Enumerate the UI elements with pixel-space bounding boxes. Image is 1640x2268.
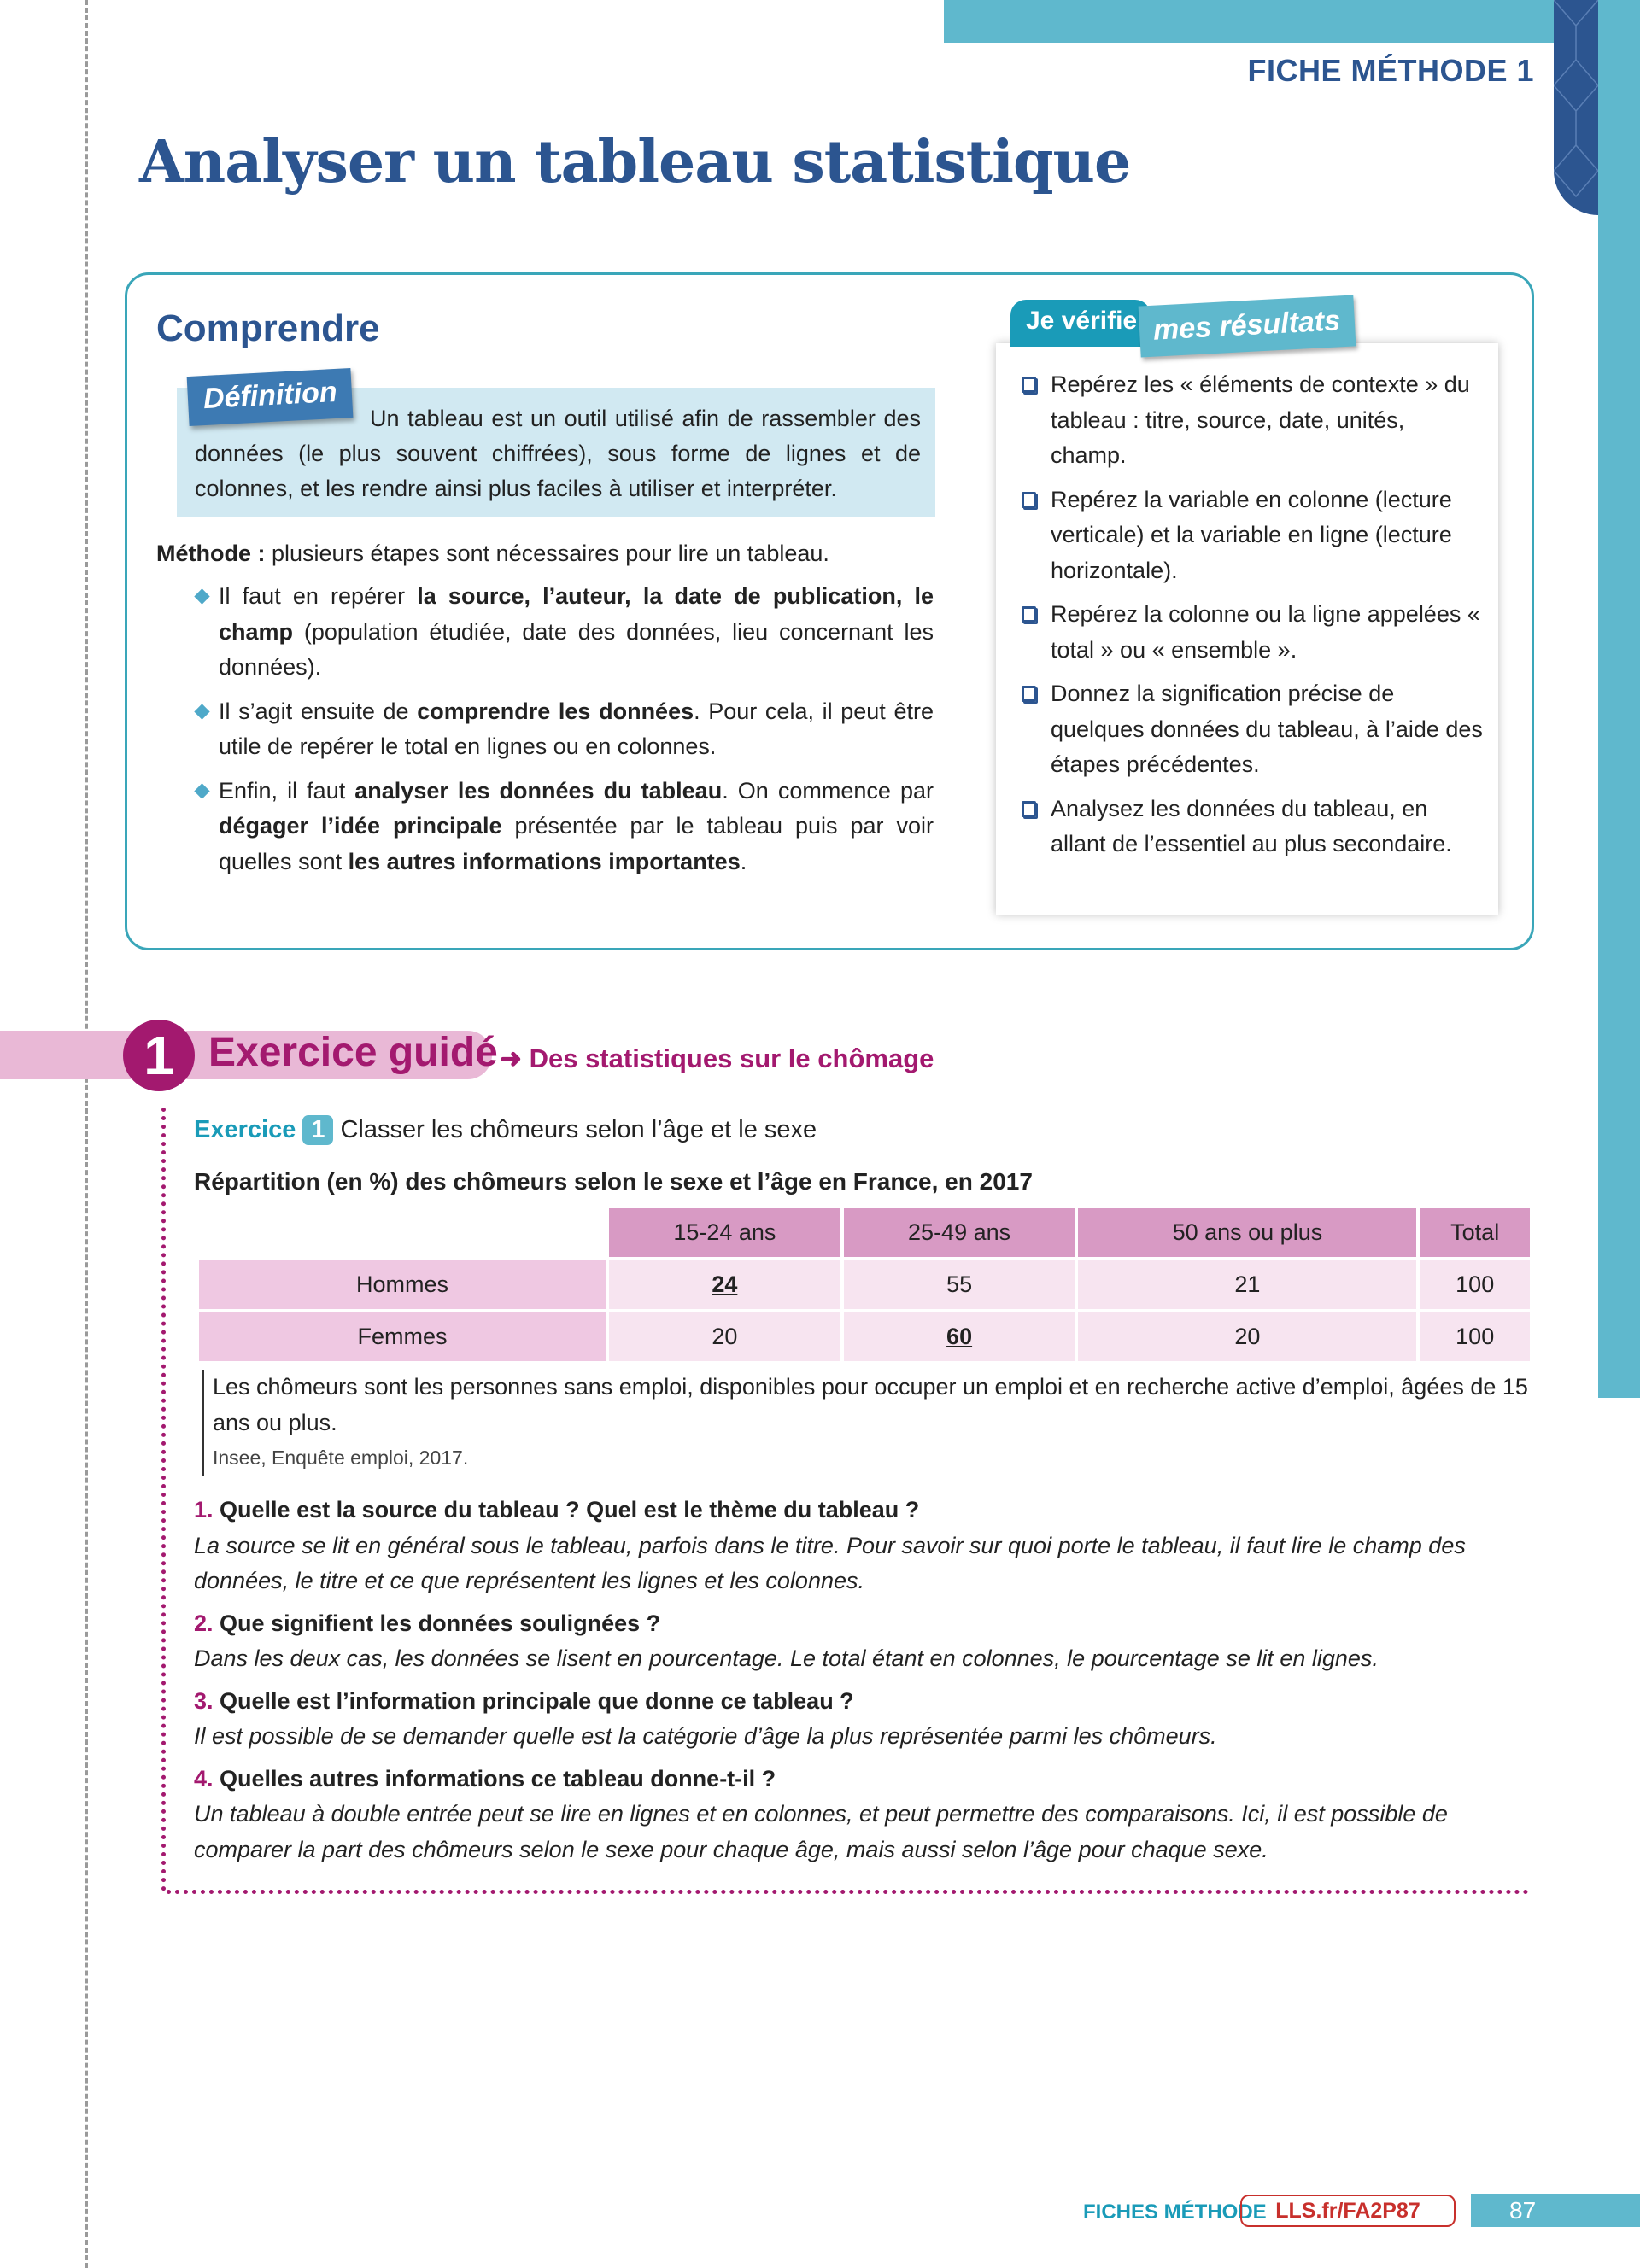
table-row	[199, 1312, 1530, 1361]
answer: Un tableau à double entrée peut se lire en lignes et en colonnes, et peut permettre des comparaisons. Ici, il est possible de comparer la part des chômeurs selon le sexe pour chaque âge, mais aussi selon l’âge pour chaque sexe.	[194, 1801, 1448, 1862]
table-cell: 24	[609, 1260, 840, 1309]
question: 2. Que signifient les données soulignées ?	[194, 1610, 661, 1636]
table-cell: 20	[1078, 1312, 1416, 1361]
methode-line	[156, 536, 829, 572]
text: Il s’agit ensuite de	[219, 698, 418, 724]
diamond-bullet-icon	[194, 588, 209, 604]
diamond-bullet-icon	[194, 783, 209, 798]
hexagon-pattern-decoration	[1554, 0, 1598, 215]
page-number: 87	[1471, 2194, 1640, 2227]
answer: La source se lit en général sous le tableau, parfois dans le titre. Pour savoir sur quoi porte le tableau, il faut lire le champ des données, le titre et ce que représentent les lignes et les colonnes.	[194, 1532, 1466, 1593]
exercise-subtitle: ➜ Des statistiques sur le chômage	[500, 1043, 934, 1073]
column-header: 15-24 ans	[609, 1208, 840, 1257]
question: 4. Quelles autres informations ce tableau donne-t-il ?	[194, 1765, 776, 1792]
bold-text: dégager l’idée principale	[219, 813, 502, 839]
text: .	[740, 848, 747, 874]
checkbox-icon[interactable]	[1022, 606, 1036, 623]
row-label: Hommes	[199, 1260, 606, 1309]
table-cell: 60	[844, 1312, 1075, 1361]
checkbox-icon[interactable]	[1022, 801, 1036, 817]
text: . Pour cela, il peut être utile de repérer le total en lignes ou en colonnes.	[219, 698, 934, 759]
diamond-bullet-icon	[194, 704, 209, 719]
header-band	[944, 0, 1554, 43]
text: plusieurs étapes sont nécessaires pour lire un tableau.	[265, 541, 829, 566]
bullet-item	[195, 694, 934, 765]
table-cell: 21	[1078, 1260, 1416, 1309]
margin-dashed-line	[85, 0, 88, 2268]
exercise-title: Exercice guidé	[208, 1030, 498, 1075]
bullet-item	[195, 579, 934, 686]
dotted-border	[161, 1108, 166, 1891]
stats-table	[196, 1205, 1533, 1365]
text: Il faut en repérer	[219, 583, 418, 609]
table-note	[202, 1370, 1535, 1476]
comprendre-title: Comprendre	[156, 307, 380, 349]
question: 3. Quelle est l’information principale que donne ce tableau ?	[194, 1687, 854, 1714]
bold-text: comprendre les données	[417, 698, 694, 724]
exercise-text: Classer les chômeurs selon l’âge et le sexe	[340, 1116, 817, 1143]
side-tab-strip	[1598, 0, 1640, 1398]
table-title: Répartition (en %) des chômeurs selon le sexe et l’âge en France, en 2017	[194, 1168, 1033, 1195]
table-header-row	[199, 1208, 1530, 1257]
checkbox-icon[interactable]	[1022, 686, 1036, 702]
bold-text: Méthode :	[156, 541, 266, 566]
dotted-border	[167, 1890, 1529, 1894]
checklist-item[interactable]: Repérez la variable en colonne (lecture verticale) et la variable en ligne (lecture horizontale).	[1022, 482, 1483, 589]
column-header: 25-49 ans	[844, 1208, 1075, 1257]
checklist-item[interactable]: Repérez les « éléments de contexte » du tableau : titre, source, date, unités, champ.	[1022, 367, 1483, 474]
question: 1. Quelle est la source du tableau ? Quel est le thème du tableau ?	[194, 1497, 920, 1523]
exercise-number: 1	[302, 1115, 333, 1145]
table-cell: 20	[609, 1312, 840, 1361]
je-verifie-tag: Je vérifie	[1010, 300, 1151, 347]
bold-text: analyser les données du tableau	[354, 777, 723, 804]
checklist-item[interactable]: Analysez les données du tableau, en allant de l’essentiel au plus secondaire.	[1022, 792, 1483, 862]
methode-bullets	[195, 579, 934, 888]
checkbox-icon[interactable]	[1022, 377, 1036, 393]
source-text: Insee, Enquête emploi, 2017.	[213, 1447, 469, 1469]
fiche-label: FICHE MÉTHODE 1	[1247, 53, 1534, 88]
text: . On commence par	[722, 777, 934, 804]
checklist	[1022, 367, 1483, 871]
text: Enfin, il faut	[219, 777, 355, 804]
row-label: Femmes	[199, 1312, 606, 1361]
footer-link[interactable]: LLS.fr/FA2P87	[1240, 2195, 1456, 2227]
checklist-item[interactable]: Donnez la signification précise de quelques données du tableau, à l’aide des étapes précédentes.	[1022, 676, 1483, 783]
note-text: Les chômeurs sont les personnes sans emploi, disponibles pour occuper un emploi et en recherche active d’emploi, âgées de 15 ans ou plus.	[213, 1374, 1528, 1435]
answer: Il est possible de se demander quelle est la catégorie d’âge la plus représentée parmi les chômeurs.	[194, 1723, 1217, 1749]
questions	[194, 1493, 1535, 1874]
column-header: Total	[1420, 1208, 1530, 1257]
bullet-item	[195, 774, 934, 880]
checkbox-icon[interactable]	[1022, 492, 1036, 508]
table-cell: 100	[1420, 1312, 1530, 1361]
text: (population étudiée, date des données, lieu concernant les données).	[219, 618, 934, 680]
definition-tag: Définition	[187, 368, 354, 426]
answer: Dans les deux cas, les données se lisent en pourcentage. Le total étant en colonnes, le pourcentage se lit en lignes.	[194, 1645, 1379, 1671]
bold-text: les autres informations importantes	[348, 848, 741, 874]
checklist-item[interactable]: Repérez la colonne ou la ligne appelées « total » ou « ensemble ».	[1022, 597, 1483, 668]
page-title: Analyser un tableau statistique	[139, 128, 1131, 196]
table-cell: 55	[844, 1260, 1075, 1309]
column-header: 50 ans ou plus	[1078, 1208, 1416, 1257]
exercise-line	[194, 1115, 817, 1145]
definition-text: Un tableau est un outil utilisé afin de rassembler des données (le plus souvent chiffrées), sous forme de lignes et de colonnes, et les rendre ainsi plus faciles à utiliser et interpréter.	[195, 406, 921, 501]
exercise-label: Exercice	[194, 1116, 296, 1143]
table-cell: 100	[1420, 1260, 1530, 1309]
text: présentée par le tableau puis par voir quelles sont	[219, 813, 934, 874]
table-row	[199, 1260, 1530, 1309]
exercise-number-badge: 1	[123, 1020, 195, 1091]
footer-section-label: FICHES MÉTHODE	[1083, 2201, 1267, 2224]
bold-text: la source, l’auteur, la date de publication, le champ	[219, 583, 934, 645]
mes-resultats-tag: mes résultats	[1139, 295, 1356, 357]
